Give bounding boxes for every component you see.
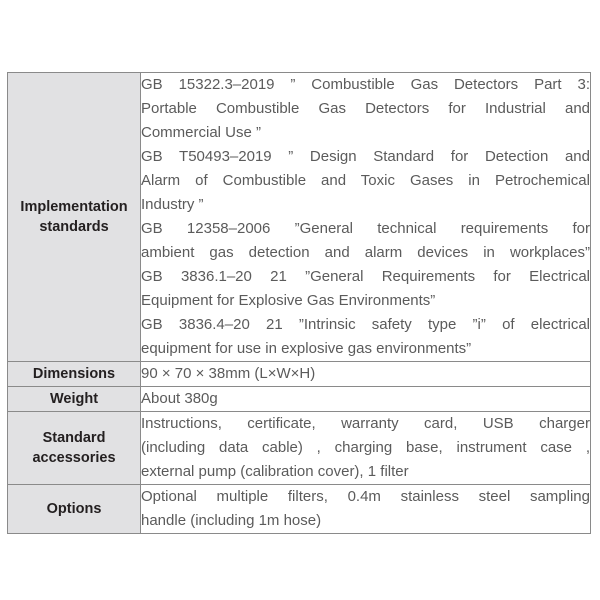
value-line: GB T50493–2019 ” Design Standard for Detection and: [141, 148, 590, 165]
row-label-weight: [8, 387, 141, 412]
row-label-dimensions: [8, 362, 141, 387]
value-line: Instructions, certificate, warranty card, USB charger: [141, 415, 590, 432]
value-line: Equipment for Explosive Gas Environments”: [141, 292, 436, 309]
label-line: Standard: [42, 430, 106, 446]
label-line: Dimensions: [32, 366, 116, 382]
value-line: handle (including 1m hose): [141, 512, 322, 529]
row-value-options: [141, 485, 591, 534]
table-row: [8, 73, 591, 362]
label-line: Implementation: [20, 199, 128, 215]
table-row: [8, 387, 591, 412]
table-body: [8, 73, 591, 534]
row-label-standard-accessories: [8, 412, 141, 485]
value-line: 90 × 70 × 38mm (L×W×H): [141, 365, 316, 382]
value-line: GB 15322.3–2019 ” Combustible Gas Detectors Part 3:: [141, 76, 590, 93]
value-line: external pump (calibration cover), 1 filter: [141, 463, 409, 480]
value-line: ambient gas detection and alarm devices in workplaces”: [141, 244, 590, 261]
value-line: Alarm of Combustible and Toxic Gases in Petrochemical: [141, 172, 590, 189]
value-line: Commercial Use ”: [141, 124, 262, 141]
row-value-implementation-standards: [141, 73, 591, 362]
label-line: accessories: [32, 450, 116, 466]
row-value-weight: [141, 387, 591, 412]
value-line: GB 3836.1–20 21 ”General Requirements for Electrical: [141, 268, 590, 285]
label-line: standards: [39, 219, 109, 235]
table-row: [8, 362, 591, 387]
row-value-standard-accessories: [141, 412, 591, 485]
value-line: equipment for use in explosive gas environments”: [141, 340, 472, 357]
row-label-options: [8, 485, 141, 534]
row-value-dimensions: [141, 362, 591, 387]
label-line: Weight: [49, 391, 99, 407]
specification-sheet: [7, 72, 591, 534]
value-line: Industry ”: [141, 196, 204, 213]
label-line: Options: [46, 501, 102, 517]
value-line: GB 3836.4–20 21 ”Intrinsic safety type ”i” of electrical: [141, 316, 590, 333]
table-row: [8, 485, 591, 534]
value-line: (including data cable) , charging base, instrument case ,: [141, 439, 590, 456]
row-label-implementation-standards: [8, 73, 141, 362]
table-row: [8, 412, 591, 485]
specification-table: [7, 72, 591, 534]
value-line: About 380g: [141, 390, 218, 407]
value-line: Optional multiple filters, 0.4m stainless steel sampling: [141, 488, 590, 505]
value-line: GB 12358–2006 ”General technical requirements for: [141, 220, 590, 237]
value-line: Portable Combustible Gas Detectors for Industrial and: [141, 100, 590, 117]
